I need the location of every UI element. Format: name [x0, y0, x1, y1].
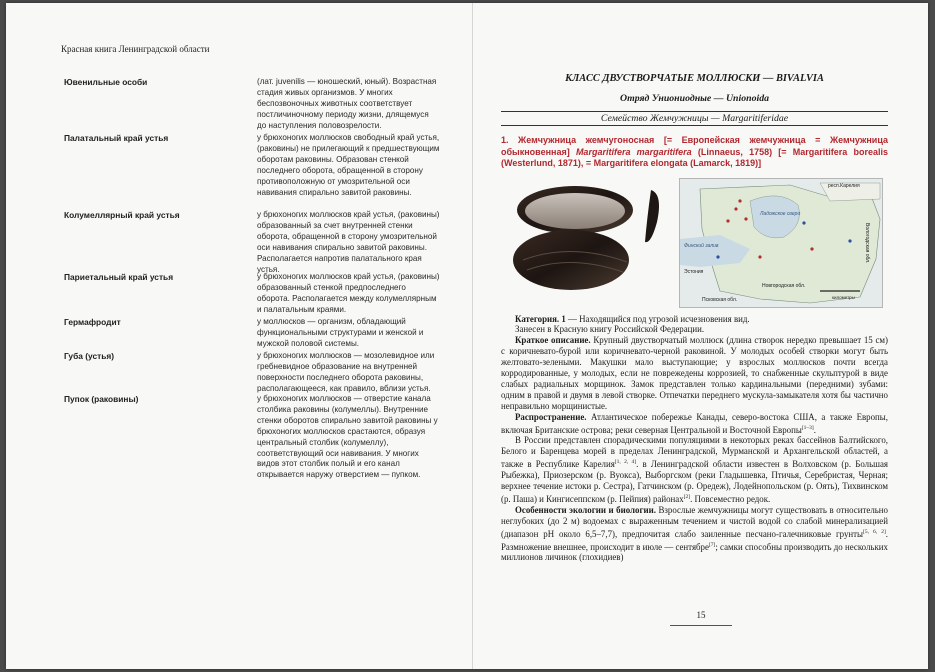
map-label-ladoga: Ладожское озеро	[760, 210, 801, 217]
map-label-pskov: Псковская обл.	[702, 296, 738, 303]
glossary-term: Гермафродит	[64, 317, 121, 327]
russia-text: В России представлен спорадическими популяциями в некоторых реках бассейнов Балтийского, Белого и Баренцева морей в пределах Ленинградской, Мурманской и Архангельской областей, а также в Республике Карелия	[501, 435, 888, 470]
species-text: Категория. 1 — Находящийся под угрозой исчезновения вид. Занесен в Красную книгу Российской Федерации. Краткое описание. Крупный двустворчатый моллюск (длина створок нередко превышает 15 см) с коричневато-бурой или коричневато-черной раковиной. У молодых особей створки могут быть желтовато-зелеными. Макушки мало выступающие; у взрослых моллюсков почти всегда корродированные, у молодых, если не поврежедены коррозией, то снабженные скульптурой в виде слабых радиальных морщинок. Замок представлен только кардинальными (передними) зубами: одним в правой и двумя в левой створке. Отпечатки переднего мускула-замыкателя хотя бы частично неправильно морщинистые. Распространение. Атлантическое побережье Канады, северо-востока США, а также Европы, включая Британские острова; реки северная Центральной и Восточной Европы[1–3]. В России представлен спорадическими популяциями в некоторых реках бассейнов Балтийского, Белого и Баренцева морей в пределах Ленинградской, Мурманской и Архангельской областей, а также в Республике Карелия[1, 2, 4]. в Ленинградской области известен в Волховском (р. Большая Рыбежка), Приозерском (р. Вуокса), Выборгском (реки Гладышевка, Птичья, Серебристая, Черная; верхнее течение истоки р. Сестра), Гатчинском (р. Оредеж), Лодейнопольском (р. Оять), Тихвинском (р. Паша) и Кингисеппском (р. Пейпия) районах[2]. Повсеместно редок. Особенности экологии и биологии. Взрослые жемчужницы могут существовать в относительно неглубоких (до 2 м) водоемах с выраженным течением и чистой водой со слабой минерализацией (диапазон pH около 6,5–7,7), предпочитая слабо заиленные песчано-галечниковые грунты[5, 6, 2]. Размножение внешнее, происходит в июле — сентябре[7]; самки способны производить до нескольких миллионов личинок (глохидиев)	[501, 313, 888, 563]
ecology-text: Взрослые жемчужницы могут существовать в относительно неглубоких (до 2 м) водоемах с выраженным течением и чистой водой со слабой минерализацией (диапазон pH около 6,5–7,7), предпочитая слабо заиленные песчано-галечниковые грунты	[501, 504, 888, 539]
family-title: Семейство Жемчужницы — Margaritiferidae	[501, 111, 888, 126]
glossary-definition: у моллюсков — организм, обладающий функциональными структурами и женской и мужской половой системы.	[257, 317, 424, 348]
reproduction-text: . Размножение внешнее, происходит в июле — сентябре	[501, 528, 888, 552]
map-scale: километры	[832, 294, 855, 300]
page-number-rule	[670, 625, 732, 626]
category-text: — Находящийся под угрозой исчезновения вид.	[565, 313, 750, 324]
map-label-vologda: Вологодская обл.	[864, 222, 870, 263]
book-spread	[6, 3, 928, 669]
page-number-block	[666, 610, 736, 620]
species-name-ru: 1. Жемчужница жемчугоносная [= Европейская жемчужница = Жемчужница обыкновенная]	[501, 135, 888, 157]
glossary-definition: у брюхоногих моллюсков свободный край устья, (раковины) не прилегающий к предшествующим оборотам раковины. Образован стенкой последнего оборота, обращенной в сторону противоположную от умозрительной оси навивания спирально завитой раковины.	[257, 133, 440, 197]
figures	[501, 178, 888, 308]
species-synonyms: (Linnaeus, 1758) [= Margaritifera borealis (Westerlund, 1871), = Margaritifera elongata (Lamarck, 1819)]	[501, 146, 888, 168]
glossary-term: Губа (устья)	[64, 351, 115, 361]
citation: [1, 2, 4]	[614, 459, 637, 466]
category-label: Категория. 1	[515, 313, 566, 324]
glossary-definition: (лат. juvenilis — юношеский, юный). Возрастная стадия живых организмов. У многих беспозвоночных животных соответствует постличиночному периоду жизни, длящемуся до наступления половозрелости.	[257, 77, 437, 130]
species-latin: Margaritifera margaritifera	[575, 146, 692, 157]
glossary-term: Ювенильные особи	[64, 77, 148, 87]
citation: [7]	[708, 541, 716, 548]
citation: [5, 6, 2]	[863, 528, 886, 535]
red-book-note: Занесен в Красную книгу Российской Федерации.	[515, 324, 705, 335]
glossary-term: Колумеллярный край устья	[64, 210, 180, 220]
map-label-novgorod: Новгородская обл.	[762, 282, 806, 289]
glossary-definition: у брюхоногих моллюсков — мозолевидное или гребневидное образование на внутренней поверхности последнего оборота раковины, располагающееся, как правило, вблизи устья.	[257, 351, 435, 393]
map-label-estonia: Эстония	[684, 268, 704, 275]
glossary-definition: у брюхоногих моллюсков — отверстие канала столбика раковины (колумеллы). Внутренние стенки оборотов спирально завитой раковины у брюхоногих моллюсков срастаются, образуя центральный столбик (колумеллу), соответствующий оси навивания. У многих видов этот столбик полый и его канал открывается наружу отверстием — пупком.	[257, 394, 438, 480]
map-label-gulf: Финский залив	[684, 242, 719, 249]
glossary-term: Париетальный край устья	[64, 272, 174, 282]
distribution-text: Атлантическое побережье Канады, северо-востока США, а также Европы, включая Британские острова; реки северная Центральной и Восточной Европы	[501, 411, 888, 435]
species-page	[501, 73, 888, 563]
ecology-label: Особенности экологии и биологии.	[515, 504, 656, 515]
shell-photo	[513, 182, 668, 294]
class-title: КЛАСС ДВУСТВОРЧАТЫЕ МОЛЛЮСКИ — BIVALVIA	[565, 73, 824, 84]
distribution-map	[679, 178, 883, 308]
species-heading	[501, 135, 888, 170]
citation: [1–3]	[801, 424, 814, 431]
page-gutter	[472, 3, 473, 669]
order-title: Отряд Униониодные — Unionoida	[620, 93, 769, 104]
rarity-text: . Повсеместно редок.	[690, 493, 771, 504]
larvae-text: ; самки способны производить до нескольких миллионов личинок (глохидиев)	[501, 541, 888, 563]
leningrad-text: . в Ленинградской области известен в Волховском (р. Большая Рыбежка), Приозерском (р. Вуокса), Выборгском (реки Гладышевка, Птичья, Серебристая, Черная; верхнее течение истоки р. Сестра), Гатчинском (р. Оредеж), Лодейнопольском (р. Оять), Тихвинском (р. Паша) и Кингисеппском (р. Пейпия) районах	[501, 459, 888, 504]
glossary-definition: у брюхоногих моллюсков край устья, (раковины) образованный стенкой предпоследнего оборота. Располагается между колумеллярным и палатальным краями.	[257, 272, 440, 314]
description-text: Крупный двустворчатый моллюск (длина створок нередко превышает 15 см) с коричневато-бурой или коричневато-черной раковиной. У молодых особей створки могут быть желтовато-зелеными. Макушки мало выступающие; у взрослых моллюсков почти всегда корродированные, у молодых, если не поврежедены коррозией, то снабженные скульптурой в виде слабых радиальных морщинок. Замок представлен только кардинальными (передними) зубами: одним в правой и двумя в левой створке. Отпечатки переднего мускула-замыкателя хотя бы частично неправильно морщинистые.	[501, 335, 888, 411]
map-label-karelia: респ.Карелия	[828, 182, 860, 189]
glossary-definition: у брюхоногих моллюсков край устья, (раковины) образованный за счет внутренней стенки оборота, обращенной в сторону умозрительной оси навивания спирально завитой раковины. Располагается напротив палатального края устья.	[257, 210, 440, 274]
description-label: Краткое описание.	[515, 335, 591, 346]
distribution-label: Распространение.	[515, 411, 587, 422]
glossary-term: Пупок (раковины)	[64, 394, 139, 404]
page-number: 15	[696, 610, 706, 620]
glossary-term: Палатальный край устья	[64, 133, 169, 143]
running-head: Красная книга Ленинградской области	[61, 44, 210, 54]
citation: [2]	[683, 493, 691, 500]
